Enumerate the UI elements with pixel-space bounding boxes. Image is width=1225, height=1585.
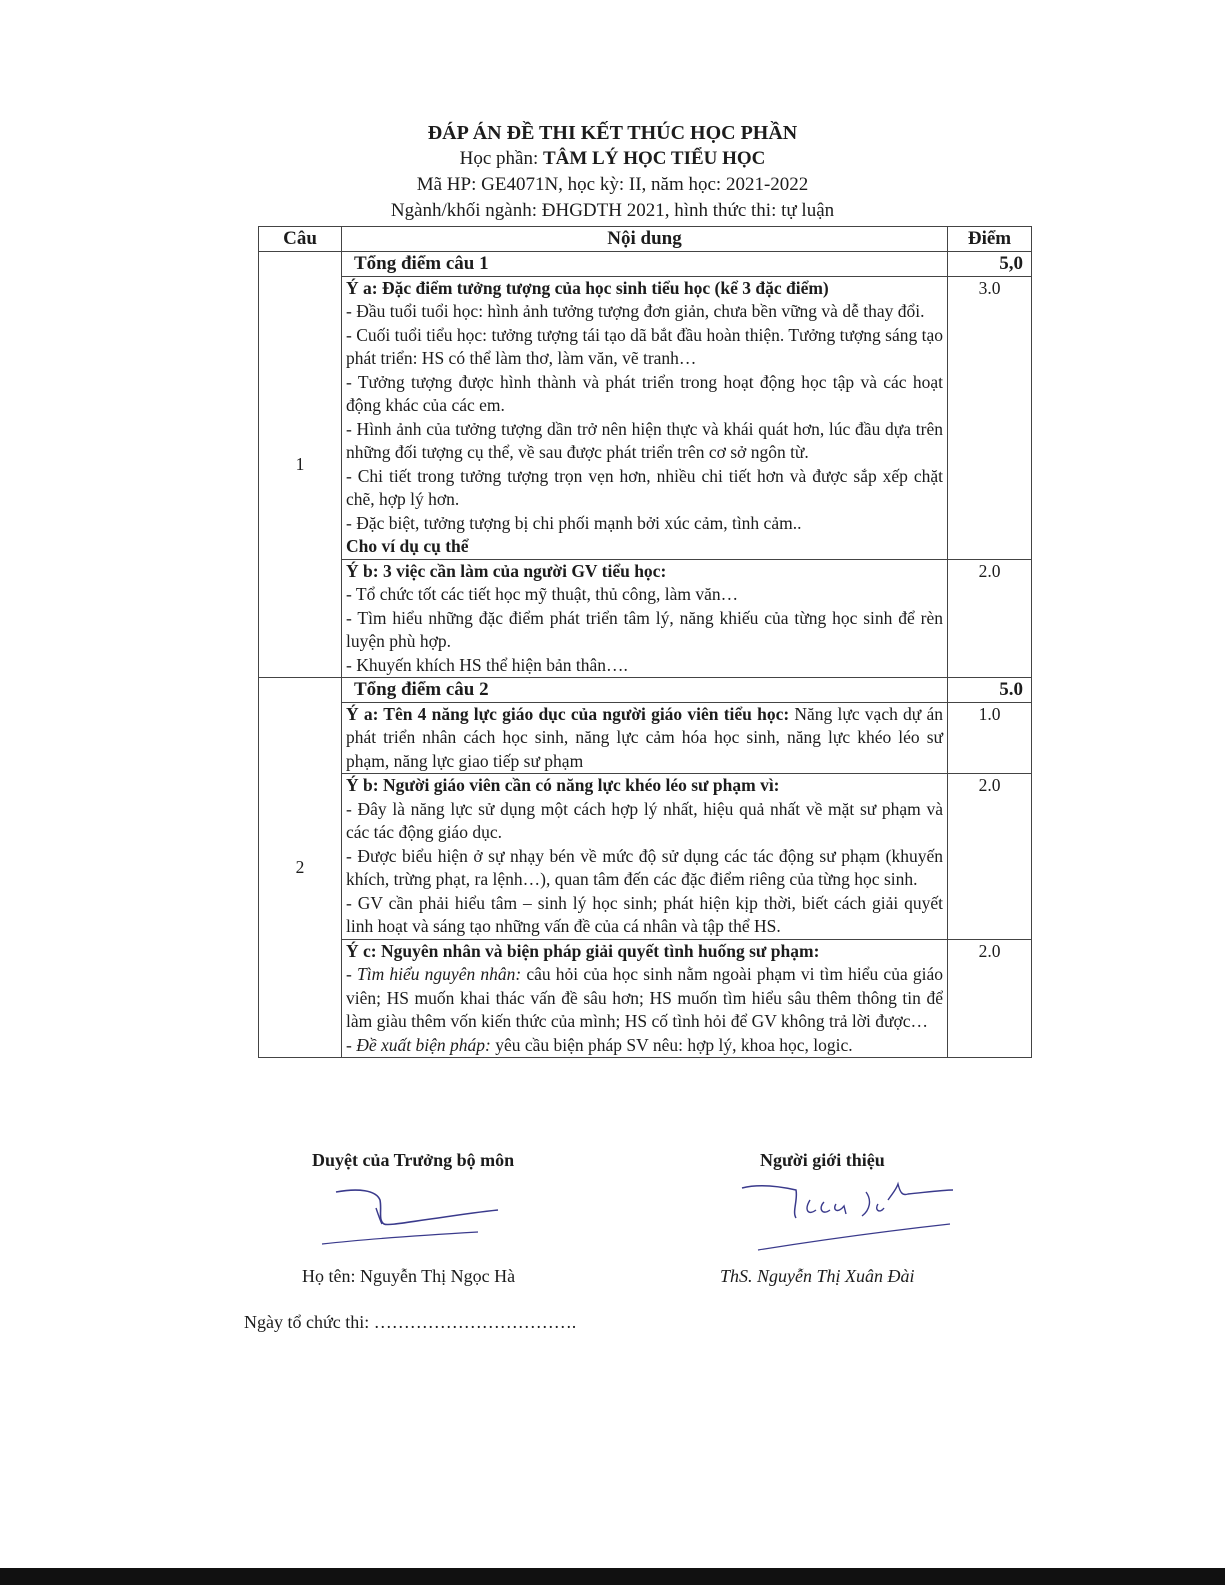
course-code-line: Mã HP: GE4071N, học kỳ: II, năm học: 2021-2022 <box>416 174 809 195</box>
q2b-points: 2.0 <box>948 774 1032 940</box>
header-diem: Điểm <box>948 227 1032 252</box>
q2c-content: Ý c: Nguyên nhân và biện pháp giải quyết tình huống sư phạm: - Tìm hiểu nguyên nhân: câu hỏi của học sinh nằm ngoài phạm vi tìm hiểu của giáo viên; HS muốn khai thác vấn đề sâu hơn; HS muốn tìm hiểu sâu thêm thông tin để làm giàu thêm vốn kiến thức của mình; HS cố tình hỏi để GV không trả lời được… - Đề xuất biện pháp: yêu cầu biện pháp SV nêu: hợp lý, khoa học, logic. <box>342 939 948 1058</box>
q2-total-label: Tổng điểm câu 2 <box>342 678 948 703</box>
q2a-title: Ý a: Tên 4 năng lực giáo dục của người giáo viên tiểu học: <box>346 703 790 724</box>
q1a-line: - Đầu tuổi tuổi học: hình ảnh tưởng tượng đơn giản, chưa bền vững và dễ thay đổi. <box>346 301 925 321</box>
left-signature-icon <box>318 1180 518 1250</box>
right-signature-icon <box>738 1170 958 1255</box>
q2a-points: 1.0 <box>948 702 1032 774</box>
left-signer-name: Họ tên: Nguyễn Thị Ngọc Hà <box>302 1266 516 1286</box>
document-title: ĐÁP ÁN ĐỀ THI KẾT THÚC HỌC PHẦN <box>427 122 798 144</box>
q2-number: 2 <box>259 678 342 1058</box>
q1b-content <box>342 559 948 678</box>
left-signature-title: Duyệt của Trưởng bộ môn <box>312 1150 515 1170</box>
right-signature-title: Người giới thiệu <box>760 1150 885 1170</box>
q1-total-points: 5,0 <box>948 252 1032 277</box>
q2b-line: - Được biểu hiện ở sự nhạy bén về mức độ sử dụng các tác động sư phạm (khuyến khích, trừng phạt, ra lệnh…), quan tâm đến các đặc điểm riêng của từng học sinh. <box>346 845 943 889</box>
q1-total-row <box>259 252 1032 277</box>
q1b-line: - Khuyến khích HS thể hiện bản thân…. <box>346 654 628 675</box>
answer-table <box>258 226 1032 1058</box>
q1a-points: 3.0 <box>948 276 1032 559</box>
q1b-title: Ý b: 3 việc cần làm của người GV tiểu học: <box>346 560 667 581</box>
q2a-content <box>342 702 948 774</box>
q1b-line: - Tổ chức tốt các tiết học mỹ thuật, thủ công, làm văn… <box>346 584 739 604</box>
q1a-line: - Hình ảnh của tưởng tượng dần trở nên hiện thực và khái quát hơn, lúc đầu dựa trên những đối tượng cụ thể, về sau được phát triển trên cơ sở ngôn từ. <box>346 418 943 462</box>
q1a-example: Cho ví dụ cụ thể <box>346 536 469 556</box>
q2b-line: - GV cần phải hiểu tâm – sinh lý học sinh; phát hiện kịp thời, biết cách giải quyết linh hoạt và sáng tạo những vấn đề của cá nhân và tập thể HS. <box>346 892 943 936</box>
q1a-line: - Tưởng tượng được hình thành và phát triển trong hoạt động học tập và các hoạt động khác của các em. <box>346 371 943 415</box>
q1-total-label: Tổng điểm câu 1 <box>342 252 948 277</box>
q1a-line: - Chi tiết trong tưởng tượng trọn vẹn hơn, nhiều chi tiết hơn và được sắp xếp chặt chẽ, hợp lý hơn. <box>346 465 943 509</box>
q2c-solution-text: yêu cầu biện pháp SV nêu: hợp lý, khoa học, logic. <box>490 1034 853 1055</box>
header-noi-dung: Nội dung <box>342 227 948 252</box>
q2c-title: Ý c: Nguyên nhân và biện pháp giải quyết tình huống sư phạm: <box>346 940 820 961</box>
q1-number: 1 <box>259 252 342 678</box>
course-prefix: Học phần: <box>459 148 543 169</box>
q2b-row <box>259 774 1032 940</box>
course-line <box>0 146 1225 172</box>
exam-date-line: Ngày tổ chức thi: ……………………………. <box>244 1312 577 1332</box>
q2c-row <box>259 939 1032 1058</box>
q1b-line: - Tìm hiểu những đặc điểm phát triển tâm lý, năng khiếu của từng học sinh để rèn luyện phù hợp. <box>346 607 943 651</box>
q2-total-row <box>259 678 1032 703</box>
q1a-content <box>342 276 948 559</box>
q2c-solution-label: Đề xuất biện pháp: <box>356 1034 491 1055</box>
right-signer-name: ThS. Nguyễn Thị Xuân Đài <box>720 1266 915 1286</box>
q2a-text: Năng lực vạch dự án phát triển nhân cách học sinh, năng lực cảm hóa học sinh, năng lực khéo léo sư phạm, năng lực giao tiếp sư phạm <box>346 703 943 771</box>
q1a-line: - Đặc biệt, tưởng tượng bị chi phối mạnh bởi xúc cảm, tình cảm.. <box>346 512 802 533</box>
q2-total-points: 5.0 <box>948 678 1032 703</box>
q1a-line: - Cuối tuổi tiểu học: tưởng tượng tái tạo dã bắt đầu hoàn thiện. Tưởng tượng sáng tạo phát triển: HS có thể làm thơ, làm văn, vẽ tranh… <box>346 324 943 368</box>
q2b-line: - Đây là năng lực sử dụng một cách hợp lý nhất, hiệu quả nhất về mặt sư phạm và các tác động giáo dục. <box>346 798 943 842</box>
q2b-title: Ý b: Người giáo viên cần có năng lực khéo léo sư phạm vì: <box>346 775 780 795</box>
q2b-content <box>342 774 948 940</box>
header-cau: Câu <box>259 227 342 252</box>
document-header <box>0 120 1225 224</box>
q1a-row <box>259 276 1032 559</box>
table-header-row <box>259 227 1032 252</box>
q2c-points: 2.0 <box>948 939 1032 1058</box>
q1a-title: Ý a: Đặc điểm tưởng tượng của học sinh tiểu học (kể 3 đặc điểm) <box>346 277 829 298</box>
major-line: Ngành/khối ngành: ĐHGDTH 2021, hình thức thi: tự luận <box>390 200 835 221</box>
q1b-points: 2.0 <box>948 559 1032 678</box>
q1b-row <box>259 559 1032 678</box>
q2a-row <box>259 702 1032 774</box>
course-name: TÂM LÝ HỌC TIỂU HỌC <box>542 148 766 169</box>
q2c-cause-text: câu hỏi của học sinh nằm ngoài phạm vi tìm hiểu của giáo viên; HS muốn khai thác vấn đề sâu hơn; HS muốn tìm hiểu sâu thêm thông tin để làm giàu thêm vốn kiến thức của mình; HS cố tình hỏi để GV không trả lời được… <box>346 964 943 1031</box>
q2c-cause-label: Tìm hiểu nguyên nhân: <box>357 964 522 984</box>
scan-bottom-edge <box>0 1568 1225 1585</box>
